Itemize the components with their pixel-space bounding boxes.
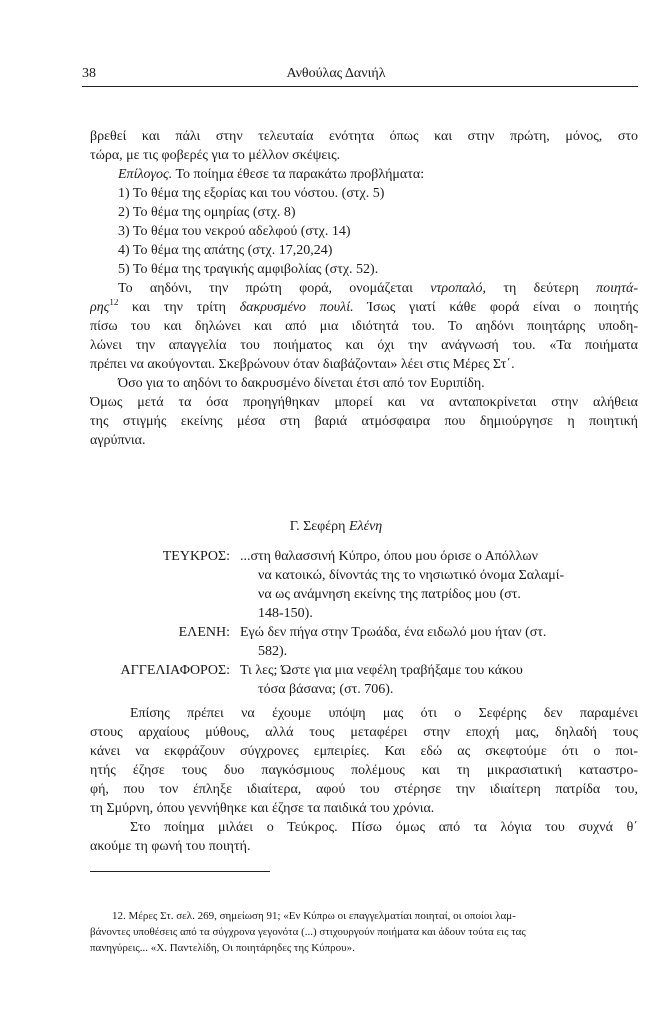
epilogos-line	[118, 166, 424, 184]
list-item: 2) Το θέμα της ομηρίας (στχ. 8)	[118, 205, 296, 220]
list-item: 1) Το θέμα της εξορίας και του νόστου. (στχ. 5)	[118, 186, 385, 201]
list-item: 4) Το θέμα της απάτης (στχ. 17,20,24)	[118, 243, 333, 258]
speaker-eleni: ΕΛΕΝΗ:	[178, 625, 230, 640]
speaker-teukros: ΤΕΥΚΡΟΣ:	[162, 549, 230, 564]
body-line: Όμως μετά τα όσα προηγήθηκαν μπορεί και να ανταποκρίνεται στην αλήθεια	[90, 395, 638, 410]
running-title: Ανθούλας Δανιήλ	[286, 66, 386, 81]
list-item: 5) Το θέμα της τραγικής αμφιβολίας (στχ. 52).	[118, 262, 379, 277]
footnote-rule	[90, 871, 270, 872]
epilogos-label: Επίλογος.	[118, 167, 173, 182]
body-line: Όσο για το αηδόνι το δακρυσμένο δίνεται έτσι από τον Ευριπίδη.	[118, 376, 485, 391]
body-line: βρεθεί και πάλι στην τελευταία ενότητα όπως και στην πρώτη, μόνος, στο	[90, 129, 638, 144]
footnote-line: 12. Μέρες Στ. σελ. 269, σημείωση 91; «Εν Κύπρω οι επαγγελματίαι ποιηταί, οι οποίοι λαμ-	[112, 910, 516, 922]
body-line: τώρα, με τις φοβερές για το μέλλον σκέψεις.	[90, 148, 341, 163]
body-line: πίσω του και δηλώνει και από μια ιδιότητά του. Το αηδόνι ποιητάρης υποδη-	[90, 319, 638, 334]
body-line: κάνει να εκφράζουν σύγχρονες εμπειρίες. Και εδώ ας σκεφτούμε ότι ο ποι-	[90, 744, 638, 759]
footnote-ref: 12	[109, 299, 119, 307]
footnote-line: πανηγύρεις... «Χ. Παντελίδη, Οι ποιητάρηδες της Κύπρου».	[90, 942, 355, 954]
body-line: Επίσης πρέπει να έχουμε υπόψη μας ότι ο Σεφέρης δεν παραμένει	[130, 706, 638, 721]
body-line: τη Σμύρνη, όπου γεννήθηκε και έζησε τα παιδικά του χρόνια.	[90, 801, 435, 816]
dialogue-line: Τι λες; Ώστε για μια νεφέλη τραβήξαμε του κάκου	[240, 663, 523, 678]
body-line: αγρύπνια.	[90, 433, 146, 448]
body-line: ρης$^{12}$ και την τρίτη δακρυσμένο πουλί. Ίσως γιατί κάθε φορά είναι ο ποιητής	[90, 299, 638, 315]
dialogue-line: τόσα βάσανα; (στ. 706).	[258, 682, 394, 697]
section-heading: Γ. Σεφέρη Ελένη	[289, 519, 383, 534]
body-line: φή, που τον έπληξε ιδιαίτερα, αφού του στέρησε την ιδιαίτερη πατρίδα του,	[90, 782, 638, 797]
dialogue-line: να κατοικώ, δίνοντάς της το νησιωτικό όνομα Σαλαμί-	[258, 568, 565, 583]
body-line: ακούμε τη φωνή του ποιητή.	[90, 839, 251, 854]
epilogos-text: Το ποίημα έθεσε τα παρακάτω προβλήματα:	[172, 167, 425, 182]
body-line: πρέπει να ακούγονται. Σκεβρώνουν όταν διαβάζονται» λέει στις Μέρες Στ΄.	[90, 357, 515, 372]
body-line: Στο ποίημα μιλάει ο Τεύκρος. Πίσω όμως από τα λόγια του συχνά θ΄	[130, 820, 638, 835]
body-line: λώνει την απαγγελία του ποιήματος και όχι την ανάγνωσή του. «Τα ποιήματα	[90, 338, 638, 353]
body-line: ητής έζησε τους δυο παγκόσμιους πολέμους και τη μικρασιατική καταστρο-	[90, 763, 638, 778]
dialogue-line: 582).	[258, 644, 288, 659]
body-line: της στιγμής εκείνης μέσα στη βαριά ατμόσφαιρα που δημιούργησε η ποιητική	[90, 414, 638, 429]
dialogue-line: 148-150).	[258, 606, 313, 621]
dialogue-line: Εγώ δεν πήγα στην Τρωάδα, ένα ειδωλό μου ήταν (στ.	[240, 625, 547, 640]
speaker-angeliaforos: ΑΓΓΕΛΙΑΦΟΡΟΣ:	[120, 663, 230, 678]
dialogue-line: ...στη θαλασσινή Κύπρο, όπου μου όρισε ο Απόλλων	[240, 549, 538, 564]
header-rule	[82, 86, 638, 87]
body-line: Το αηδόνι, την πρώτη φορά, ονομάζεται ντροπαλό, τη δεύτερη ποιητά-	[118, 281, 638, 296]
page-number: 38	[82, 66, 96, 81]
footnote-line: βάνοντες υποθέσεις από τα σύγχρονα γεγονότα (...) στιχουργούν ποιήματα και άδουν τούτα εις τας	[90, 926, 526, 938]
dialogue-line: να ως ανάμνηση εκείνης της πατρίδος μου (στ.	[258, 587, 521, 602]
body-line: στους αρχαίους μύθους, αλλά τους μεταφέρει στην εποχή μας, δηλαδή τους	[90, 725, 638, 740]
list-item: 3) Το θέμα του νεκρού αδελφού (στχ. 14)	[118, 224, 351, 239]
